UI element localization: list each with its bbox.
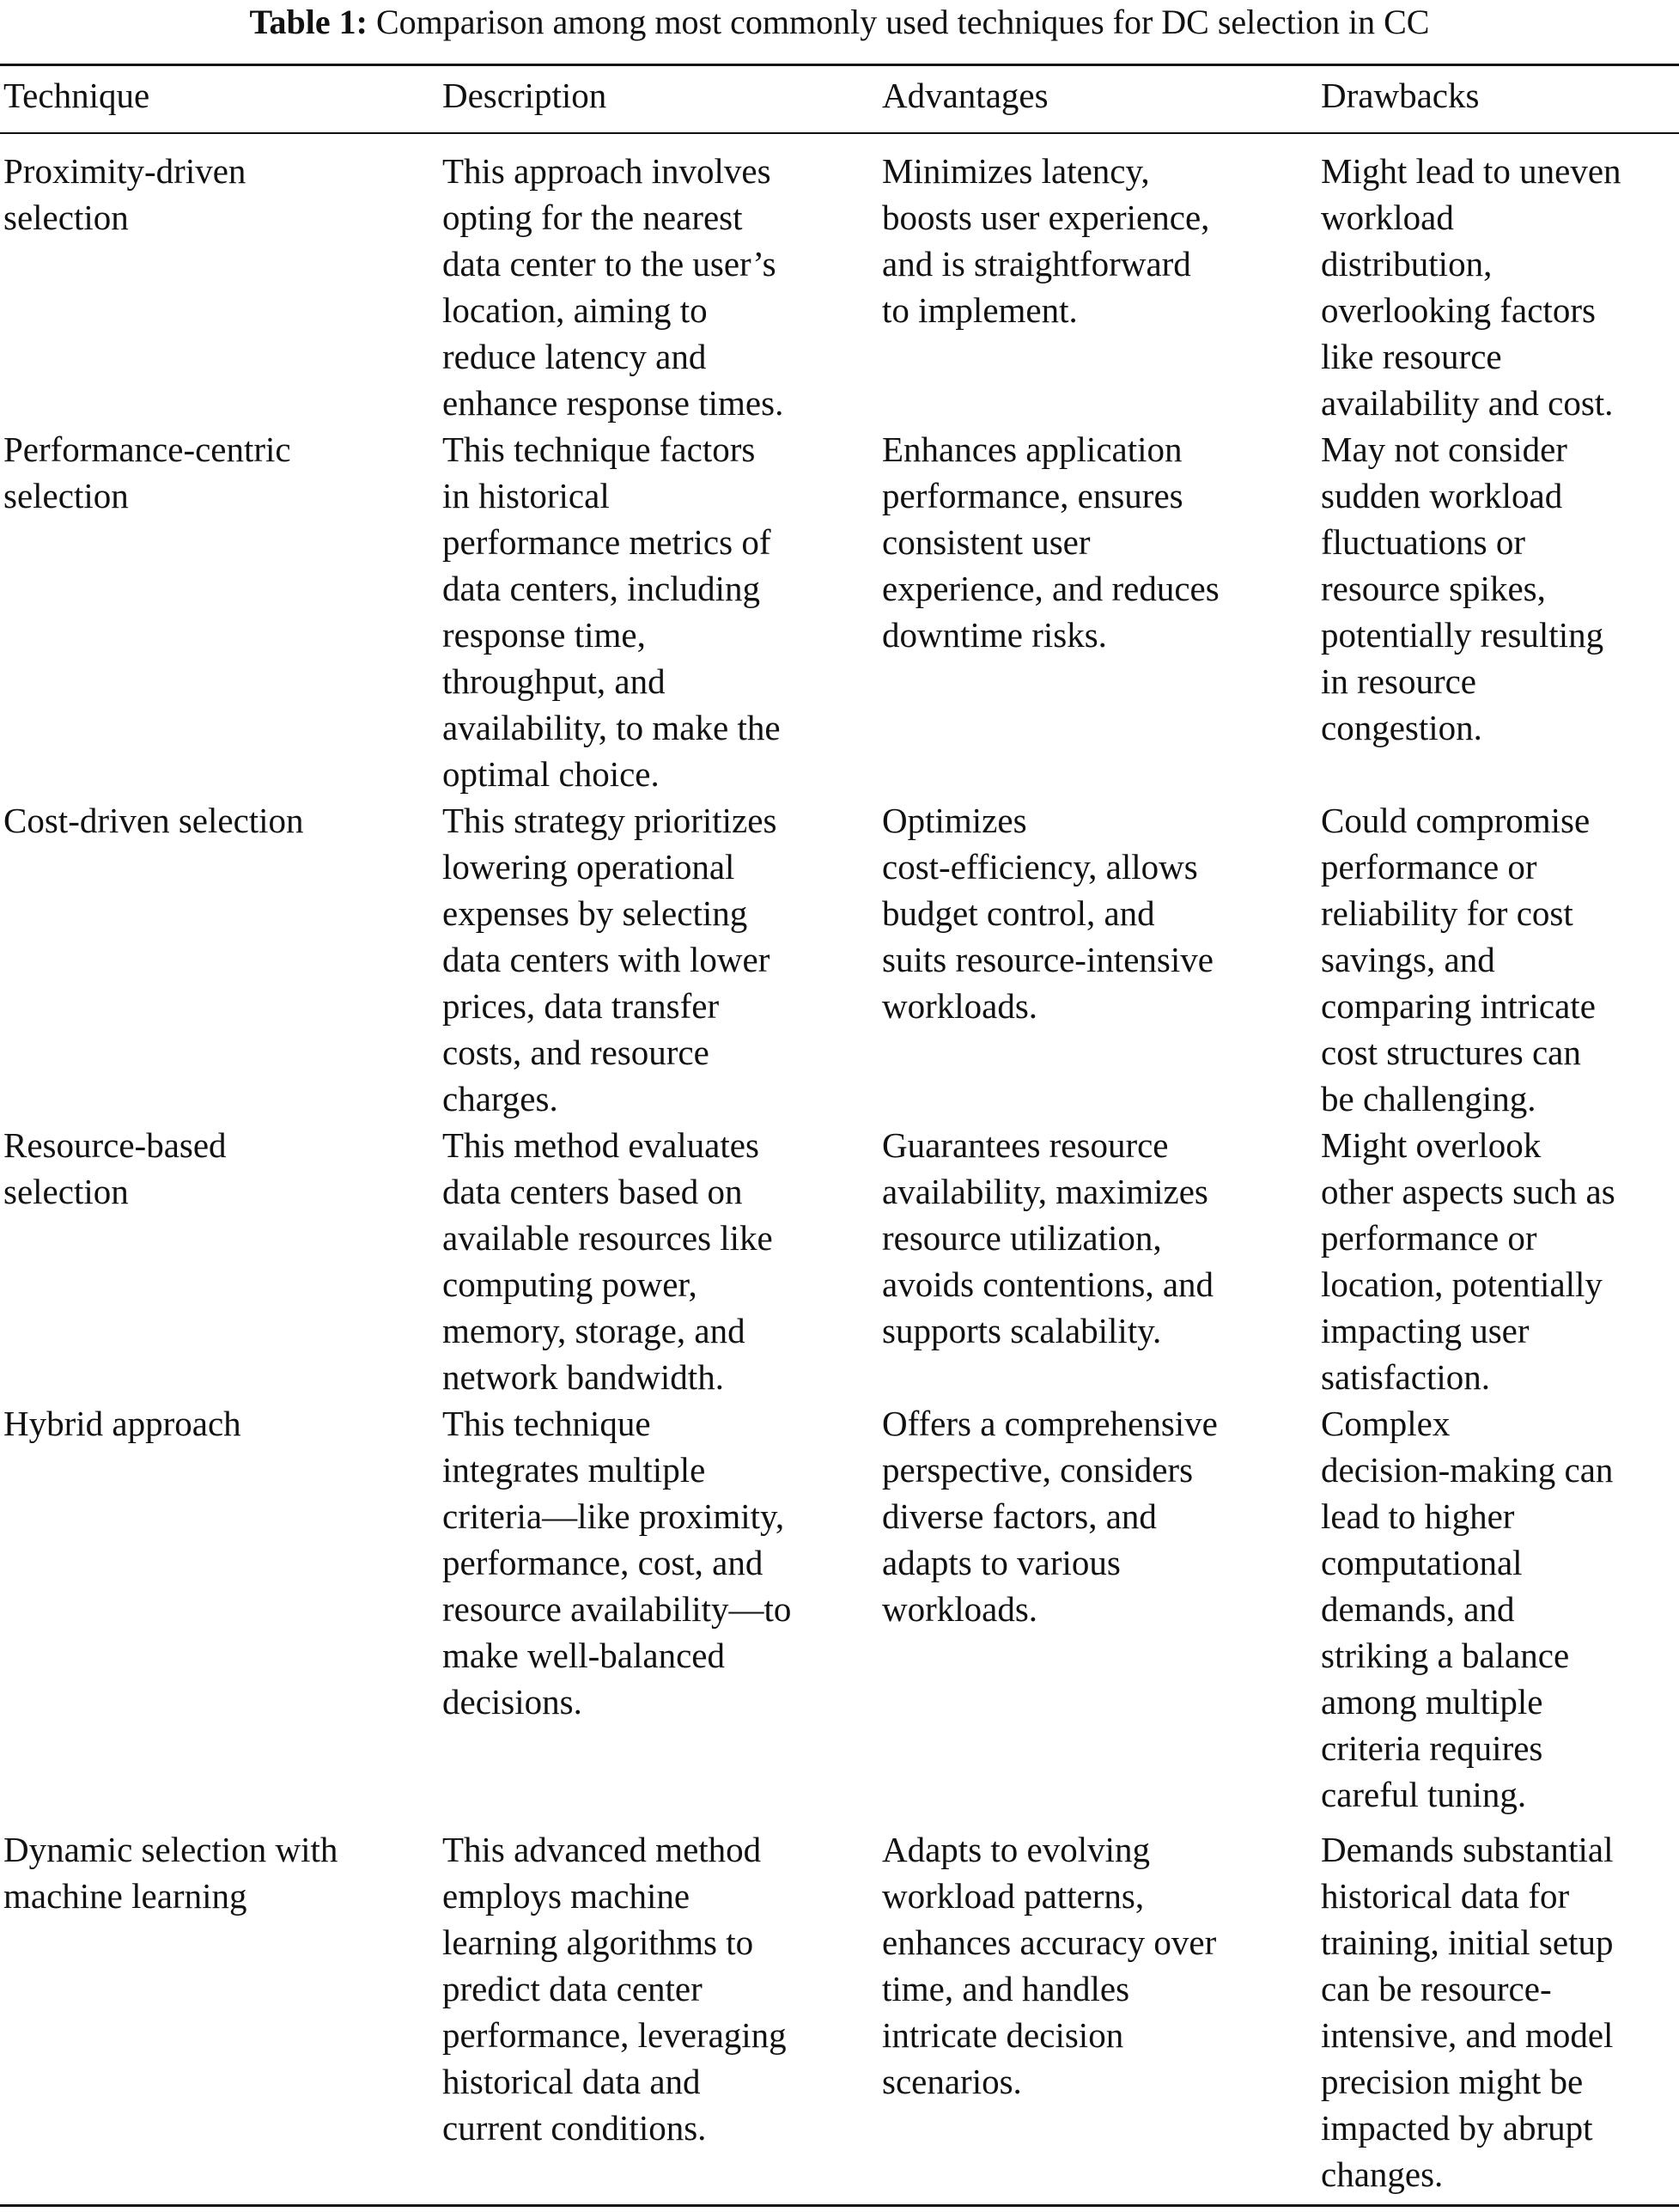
description-cell: This technique integrates multiple criteria—like proximity, performance, cost, and resource availability—to make well-balanced decisions. [442,1404,792,1721]
advantages-cell: Enhances application performance, ensures consistent user experience, and reduces downtime risks. [882,430,1220,655]
table-header [0,72,1679,127]
top-rule [0,64,1679,66]
description-cell: This approach involves opting for the nearest data center to the user’s location, aiming to reduce latency and enhance response times. [442,151,784,423]
advantages-cell: Offers a comprehensive perspective, considers diverse factors, and adapts to various workloads. [882,1404,1218,1629]
advantages-cell: Minimizes latency, boosts user experience, and is straightforward to implement. [882,151,1210,330]
bottom-rule [0,2204,1679,2207]
description-cell: This method evaluates data centers based on available resources like computing power, memory, storage, and network bandwidth. [442,1125,773,1397]
drawbacks-cell: Might lead to uneven workload distribution, overlooking factors like resource availability and cost. [1321,151,1621,423]
drawbacks-cell: May not consider sudden workload fluctuations or resource spikes, potentially resulting in resource congestion. [1321,430,1604,747]
drawbacks-cell: Might overlook other aspects such as performance or location, potentially impacting user satisfaction. [1321,1125,1615,1397]
header-technique: Technique [3,76,150,115]
header-rule [0,132,1679,134]
caption-label: Table 1: [249,3,368,41]
drawbacks-cell: Could compromise performance or reliability for cost savings, and comparing intricate cost structures can be challenging. [1321,801,1596,1118]
header-description: Description [442,76,607,115]
description-cell: This technique factors in historical performance metrics of data centers, including response time, throughput, and availability, to make the optimal choice. [442,430,781,794]
technique-cell: Hybrid approach [3,1404,241,1443]
description-cell: This advanced method employs machine learning algorithms to predict data center performance, leveraging historical data and current conditions. [442,1830,787,2148]
technique-cell: Cost-driven selection [3,801,304,840]
technique-cell: Performance-centric selection [3,430,291,515]
technique-cell: Resource-based selection [3,1125,227,1211]
description-cell: This strategy prioritizes lowering operational expenses by selecting data centers with lower prices, data transfer costs, and resource charges. [442,801,777,1118]
header-advantages: Advantages [882,76,1049,115]
header-drawbacks: Drawbacks [1321,76,1480,115]
table-caption [0,2,1679,43]
caption-text: Comparison among most commonly used techniques for DC selection in CC [375,3,1430,41]
technique-cell: Proximity-driven selection [3,151,246,237]
drawbacks-cell: Complex decision-making can lead to higher computational demands, and striking a balance among multiple criteria requires careful tuning. [1321,1404,1614,1814]
advantages-cell: Optimizes cost-efficiency, allows budget control, and suits resource-intensive workloads. [882,801,1214,1026]
technique-cell: Dynamic selection with machine learning [3,1830,338,1916]
advantages-cell: Adapts to evolving workload patterns, enhances accuracy over time, and handles intricate decision scenarios. [882,1830,1217,2101]
drawbacks-cell: Demands substantial historical data for training, initial setup can be resource- intensive, and model precision might be impacted by abrupt changes. [1321,1830,1614,2194]
advantages-cell: Guarantees resource availability, maximizes resource utilization, avoids contentions, and supports scalability. [882,1125,1214,1350]
